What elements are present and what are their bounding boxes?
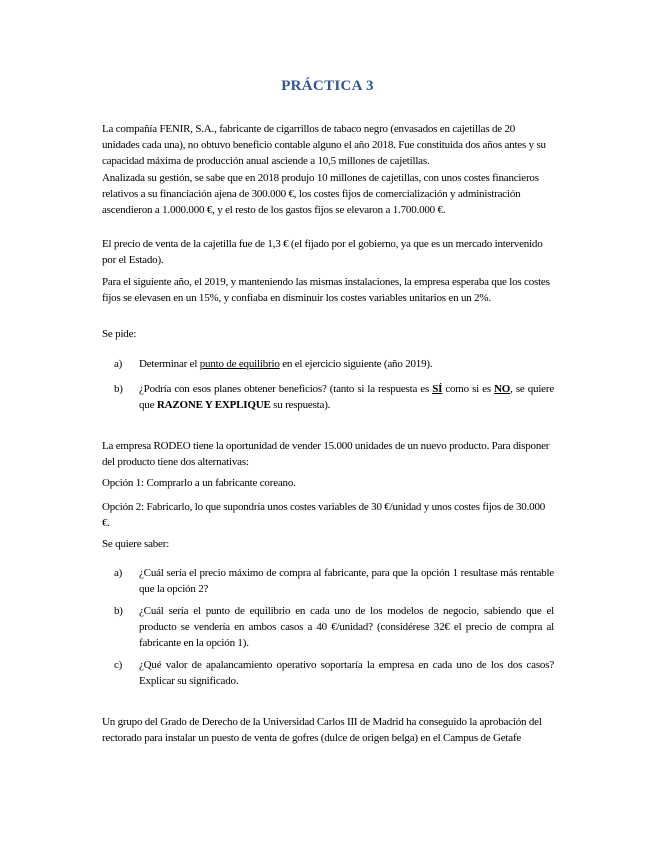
question-2c (114, 657, 554, 689)
question-marker: b) (114, 605, 123, 617)
question-1b (114, 381, 554, 413)
question-text: ¿Cuál sería el punto de equilibrio en cada uno de los modelos de negocio, sabiendo que el producto se vendería en ambos casos a 40 €/unidad? (considérese 32€ el precio de compra al fabricante en la opción 1). (139, 605, 554, 649)
question-marker: a) (114, 567, 123, 579)
paragraph-fenir-costs: Analizada su gestión, se sabe que en 2018 produjo 10 millones de cajetillas, con unos costes financieros relativos a su financiación ajena de 300.000 €, los costes fijos de comercialización y administración ascendieron a 1.000.000 €, y el resto de los gastos fijos se elevaron a 1.700.000 €. (102, 172, 539, 216)
underlined-term: punto de equilibrio (199, 358, 280, 370)
paragraph-gofres-intro: Un grupo del Grado de Derecho de la Universidad Carlos III de Madrid ha conseguido la aprobación del rectorado para instalar un puesto de venta de gofres (dulce de origen belga) en el Campus de Getafe (102, 716, 542, 744)
question-text: ¿Podría con esos planes obtener beneficios? (tanto si la respuesta es SÍ como si es NO, se quiere que RAZONE Y EXPLIQUE su respuesta). (139, 383, 555, 411)
bold-emphasis: RAZONE Y EXPLIQUE (156, 399, 271, 411)
question-marker: a) (114, 358, 123, 370)
option-2-text: Opción 2: Fabricarlo, lo que supondría unos costes variables de 30 €/unidad y unos costes fijos de 30.000 €. (102, 501, 546, 529)
question-2b (114, 603, 554, 651)
paragraph-rodeo-intro: La empresa RODEO tiene la oportunidad de vender 15.000 unidades de un nuevo producto. Para disponer del producto tiene dos alternativas: (102, 440, 550, 468)
question-2a (114, 565, 554, 597)
question-text: ¿Qué valor de apalancamiento operativo soportaría la empresa en cada uno de los dos casos? Explicar su significado. (139, 659, 554, 687)
question-text: Determinar el punto de equilibrio en el ejercicio siguiente (año 2019). (139, 358, 433, 370)
question-1a (114, 356, 554, 372)
question-text: ¿Cuál sería el precio máximo de compra al fabricante, para que la opción 1 resultase más rentable que la opción 2? (139, 567, 554, 595)
paragraph-fenir-price: El precio de venta de la cajetilla fue de 1,3 € (el fijado por el gobierno, ya que es un mercado intervenido por el Estado). (102, 238, 543, 266)
no-emphasis: NO (494, 383, 511, 395)
question-marker: c) (114, 659, 123, 671)
option-1-text: Opción 1: Comprarlo a un fabricante coreano. (102, 477, 296, 489)
se-pide-label: Se pide: (102, 328, 137, 340)
page-title: PRÁCTICA 3 (281, 78, 374, 94)
paragraph-fenir-forecast: Para el siguiente año, el 2019, y manteniendo las mismas instalaciones, la empresa esperaba que los costes fijos se elevasen en un 15%, y confiaba en disminuir los costes variables unitarios en un 2%. (102, 276, 550, 304)
se-quiere-label: Se quiere saber: (102, 538, 170, 550)
paragraph-fenir-intro: La compañía FENIR, S.A., fabricante de cigarrillos de tabaco negro (envasados en cajetillas de 20 unidades cada una), no obtuvo beneficio contable alguno el año 2018. Fue constituida dos años antes y su capacidad máxima de producción anual asciende a 10,5 millones de cajetillas. (102, 123, 546, 167)
si-emphasis: SÍ (432, 383, 443, 395)
question-marker: b) (114, 383, 123, 395)
